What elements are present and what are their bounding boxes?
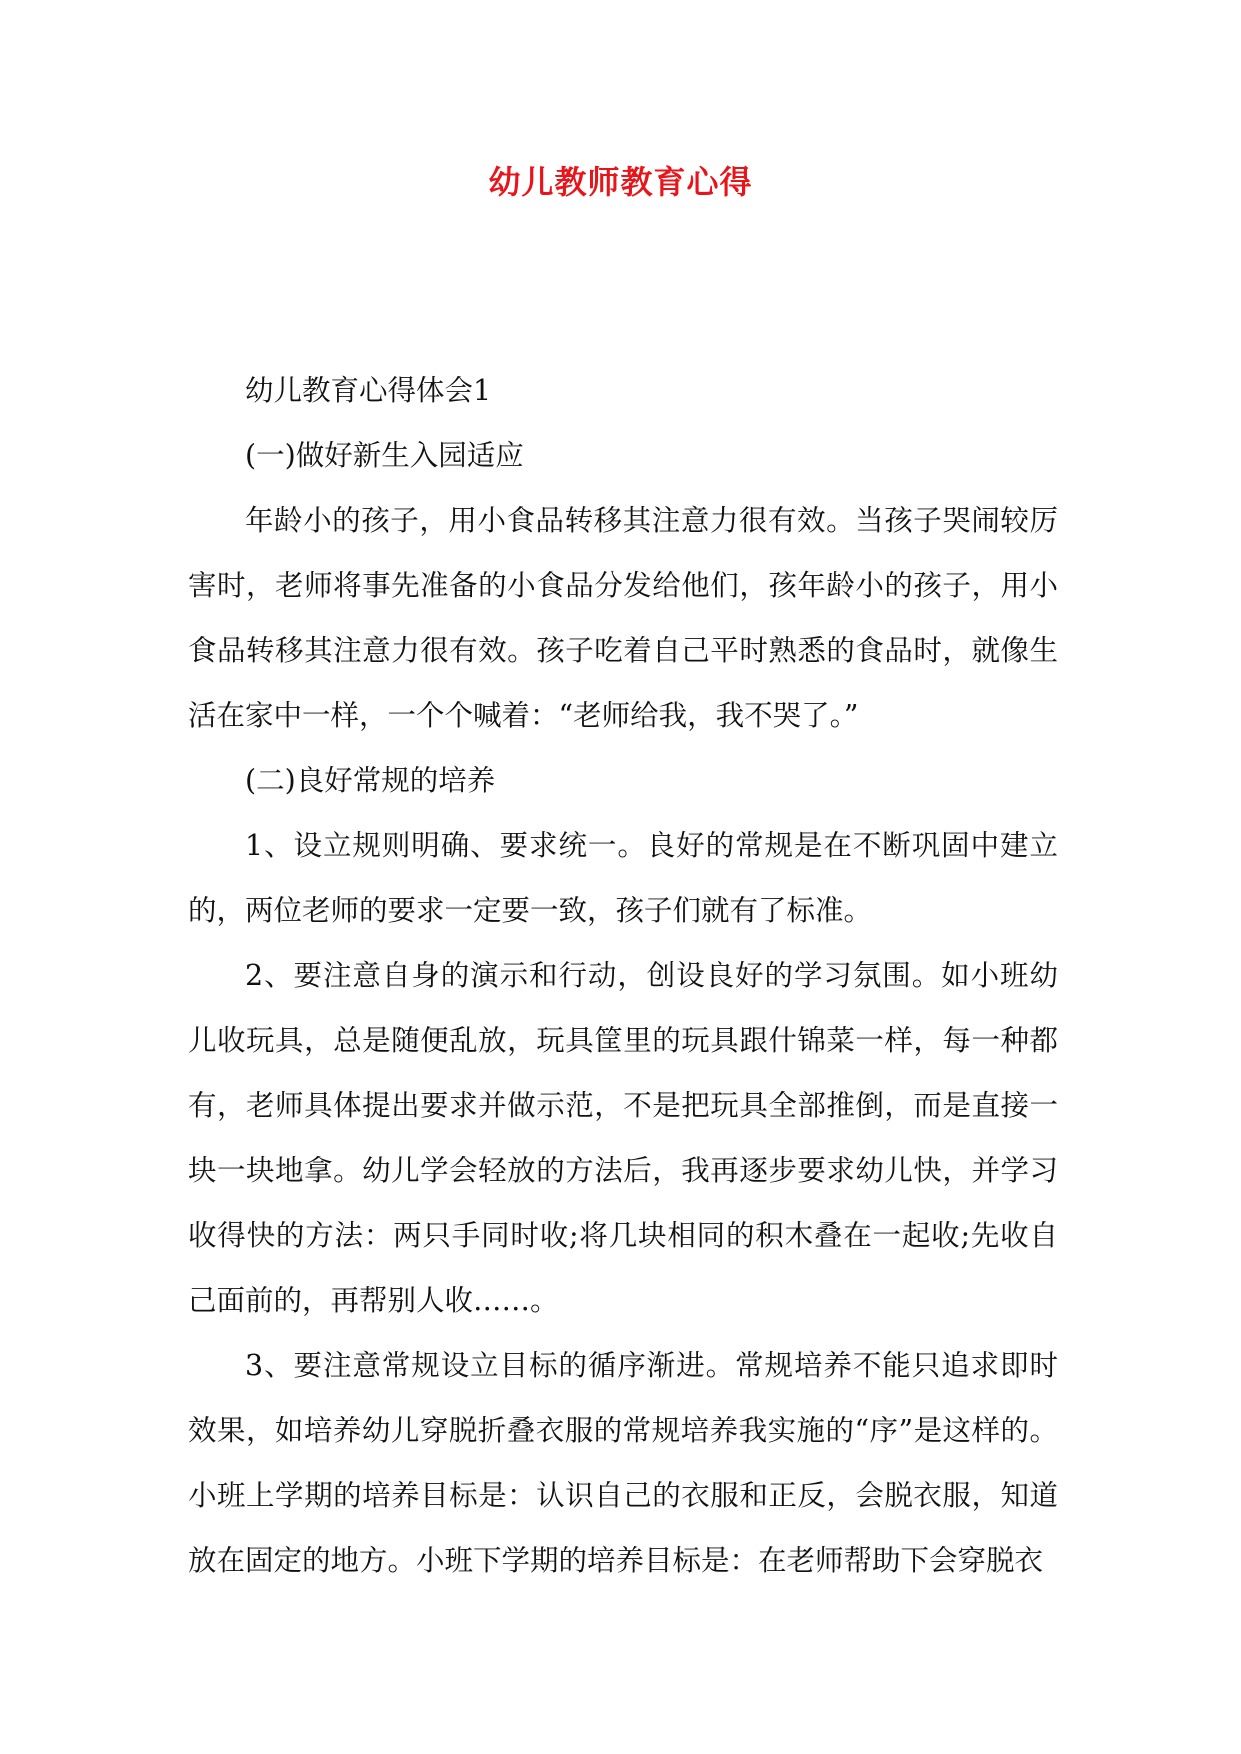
body-paragraph: 1、设立规则明确、要求统一。良好的常规是在不断巩固中建立的，两位老师的要求一定要一致，孩子们就有了标准。 <box>188 829 1058 927</box>
document-title: 幼儿教师教育心得 <box>488 163 753 201</box>
subsection-heading: (二)良好常规的培养 <box>245 764 496 797</box>
body-paragraph: 3、要注意常规设立目标的循序渐进。常规培养不能只追求即时效果，如培养幼儿穿脱折叠衣服的常规培养我实施的“序”是这样的。小班上学期的培养目标是：认识自己的衣服和正反，会脱衣服，知道放在固定的地方。小班下学期的培养目标是：在老师帮助下会穿脱衣 <box>188 1349 1058 1577</box>
body-paragraph: 2、要注意自身的演示和行动，创设良好的学习氛围。如小班幼儿收玩具，总是随便乱放，玩具筐里的玩具跟什锦菜一样，每一种都有，老师具体提出要求并做示范，不是把玩具全部推倒，而是直接一块一块地拿。幼儿学会轻放的方法后，我再逐步要求幼儿快，并学习收得快的方法：两只手同时收;将几块相同的积木叠在一起收;先收自己面前的，再帮别人收……。 <box>188 959 1058 1317</box>
body-paragraph: 年龄小的孩子，用小食品转移其注意力很有效。当孩子哭闹较厉害时，老师将事先准备的小食品分发给他们，孩年龄小的孩子，用小食品转移其注意力很有效。孩子吃着自己平时熟悉的食品时，就像生活在家中一样，一个个喊着：“老师给我，我不哭了。” <box>188 504 1058 732</box>
document-body <box>188 358 1058 1593</box>
section-heading: 幼儿教育心得体会1 <box>245 374 492 407</box>
subsection-heading: (一)做好新生入园适应 <box>245 439 524 472</box>
